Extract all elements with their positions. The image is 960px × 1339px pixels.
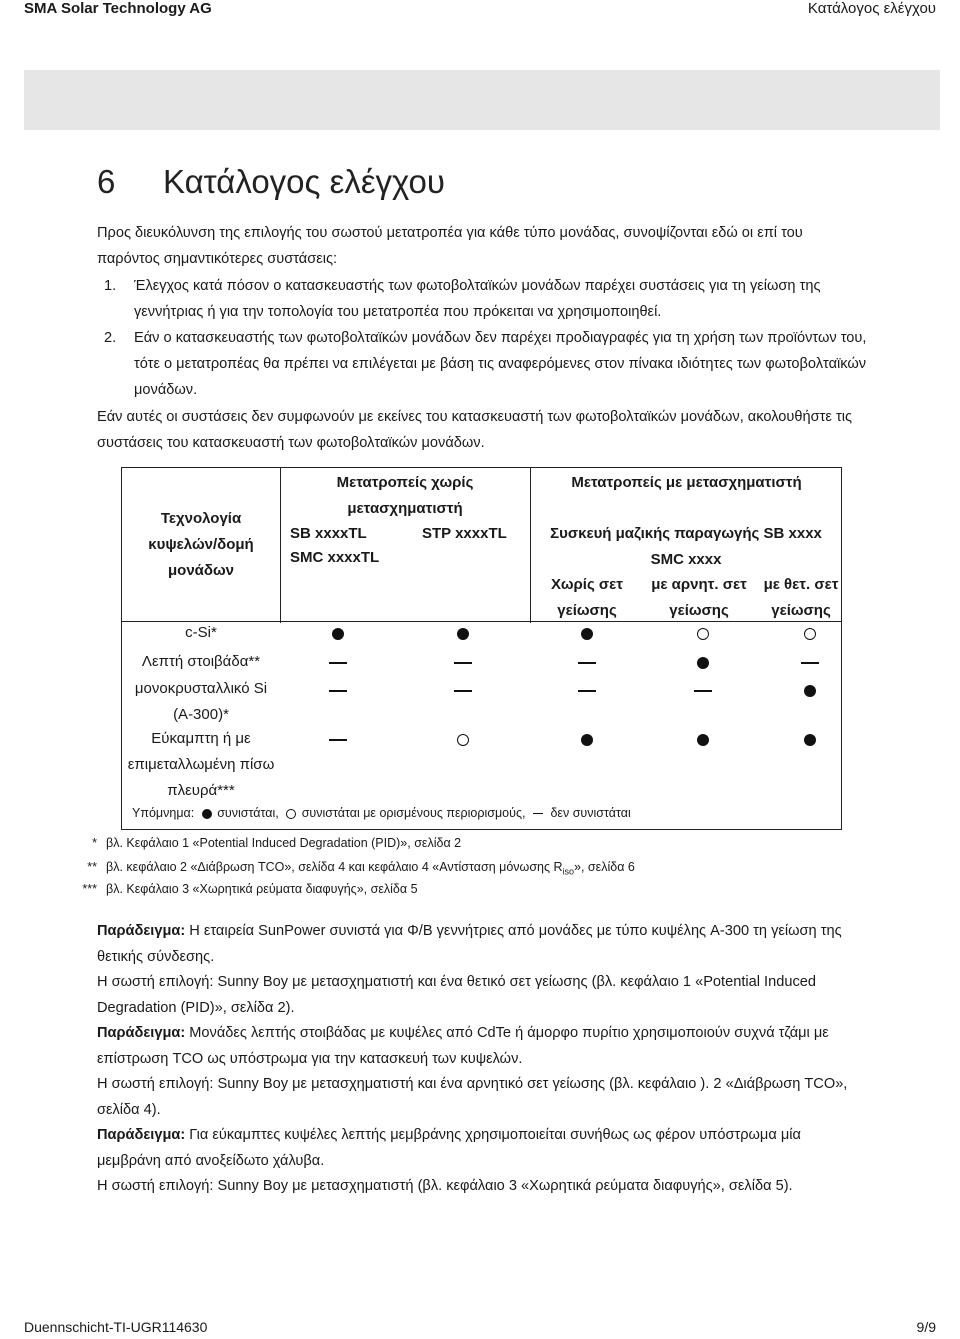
legend-not-recommended: δεν συνιστάται — [550, 806, 631, 820]
limited-symbol — [683, 624, 723, 644]
limited-symbol — [443, 730, 483, 750]
header-pos-ground: με θετ. σετ γείωσης — [763, 576, 839, 619]
solution-paragraph: Η σωστή επιλογή: Sunny Boy με μετασχηματιστή και ένα θετικό σετ γείωσης (βλ. κεφάλαιο 1 «Potential Induced Degradation (PID)», σελίδα 2). — [97, 974, 816, 1016]
legend-circle-icon — [286, 809, 296, 819]
list-number: 2. — [104, 330, 117, 346]
header-mass-device: Συσκευή μαζικής παραγωγής SB xxxx SMC xxxx — [550, 525, 822, 568]
example-paragraph — [97, 1020, 867, 1072]
solution-paragraph: Η σωστή επιλογή: Sunny Boy με μετασχηματιστή (βλ. κεφάλαιο 3 «Χωρητικά ρεύματα διαφυγής», σελίδα 5). — [97, 1178, 793, 1194]
legend-recommended: συνιστάται, — [217, 806, 279, 820]
list-item — [97, 273, 867, 325]
recommended-symbol — [443, 624, 483, 644]
list-number: 1. — [104, 278, 117, 294]
footnote — [56, 834, 461, 852]
row-label: Εύκαμπτη ή με επιμεταλλωμένη πίσω πλευρά*** — [127, 730, 275, 799]
not-recommended-symbol — [318, 730, 358, 750]
not-recommended-symbol — [318, 681, 358, 701]
footnote-text: βλ. Κεφάλαιο 1 «Potential Induced Degradation (PID)», σελίδα 2 — [106, 836, 462, 850]
recommended-symbol — [683, 653, 723, 673]
header-transformer: Μετατροπείς με μετασχηματιστή — [571, 474, 802, 491]
chapter-number: 6 — [97, 163, 116, 200]
header-sb-tl: SB xxxxTL — [290, 525, 367, 542]
row-label: c-Si* — [185, 624, 217, 641]
recommended-symbol — [790, 681, 830, 701]
footnote-mark: *** — [82, 882, 97, 896]
not-recommended-symbol — [567, 681, 607, 701]
intro-paragraph: Προς διευκόλυνση της επιλογής του σωστού μετατροπέα για κάθε τύπο μονάδας, συνοψίζονται εδώ οι επί του παρόντος σημαντικότερες συστάσεις: — [97, 225, 803, 267]
footnote-text: », σελίδα 6 — [574, 860, 635, 874]
row-label: Λεπτή στοιβάδα** — [141, 653, 261, 670]
list-text: Έλεγχος κατά πόσον ο κατασκευαστής των φωτοβολταϊκών μονάδων παρέχει συστάσεις για τη γείωση της γεννήτριας ή για την τοπολογία του μετατροπέα που πρόκειται να χρησιμοποιηθεί. — [134, 278, 821, 320]
header-technology: Τεχνολογία κυψελών/δομή μονάδων — [148, 510, 254, 579]
example-label: Παράδειγμα: — [97, 923, 186, 939]
header-stp-tl: STP xxxxTL — [422, 525, 507, 542]
solution-paragraph: Η σωστή επιλογή: Sunny Boy με μετασχηματιστή και ένα αρνητικό σετ γείωσης (βλ. κεφάλαιο ). 2 «Διάβρωση TCO», σελίδα 4). — [97, 1076, 848, 1118]
page-number: 9/9 — [916, 1319, 936, 1335]
example-text: Η εταιρεία SunPower συνιστά για Φ/Β γεννήτριες από μονάδες με τύπο κυψέλης A-300 τη γείωση της θετικής σύνδεσης. — [97, 923, 842, 965]
limited-symbol — [790, 624, 830, 644]
recommended-symbol — [567, 730, 607, 750]
recommended-symbol — [567, 624, 607, 644]
header-neg-ground: με αρνητ. σετ γείωσης — [651, 576, 747, 619]
list-item — [97, 325, 867, 403]
footnote-mark: * — [92, 836, 97, 850]
not-recommended-symbol — [683, 681, 723, 701]
legend-dash-icon — [533, 813, 543, 815]
not-recommended-symbol — [443, 681, 483, 701]
footnote — [56, 880, 418, 898]
note-paragraph: Εάν αυτές οι συστάσεις δεν συμφωνούν με εκείνες του κατασκευαστή των φωτοβολταϊκών μονάδων, ακολουθήστε τις συστάσεις του κατασκευαστή των φωτοβολταϊκών μονάδων. — [97, 409, 852, 451]
legend-prefix: Υπόμνημα: — [132, 806, 195, 820]
header-no-ground: Χωρίς σετ γείωσης — [551, 576, 623, 619]
legend-dot-icon — [202, 809, 212, 819]
row-label: μονοκρυσταλλικό Si (A-300)* — [134, 680, 268, 723]
example-paragraph — [97, 918, 867, 970]
example-paragraph — [97, 1122, 867, 1174]
recommendation-table — [121, 467, 842, 830]
not-recommended-symbol — [567, 653, 607, 673]
not-recommended-symbol — [443, 653, 483, 673]
footnote-text: βλ. κεφάλαιο 2 «Διάβρωση TCO», σελίδα 4 και κεφάλαιο 4 «Αντίσταση μόνωσης R — [106, 860, 563, 874]
recommended-symbol — [683, 730, 723, 750]
example-text: Για εύκαμπτες κυψέλες λεπτής μεμβράνης χρησιμοποιείται συνήθως ως φέρον υπόστρωμα μία μεμβράνη από ανοξείδωτο χάλυβα. — [97, 1127, 801, 1169]
document-id: Duennschicht-TI-UGR114630 — [24, 1319, 208, 1335]
not-recommended-symbol — [318, 653, 358, 673]
example-label: Παράδειγμα: — [97, 1025, 186, 1041]
recommended-symbol — [318, 624, 358, 644]
not-recommended-symbol — [790, 653, 830, 673]
chapter-heading — [97, 160, 445, 204]
footnote-subscript: iso — [562, 866, 575, 877]
header-band — [24, 70, 940, 130]
recommended-symbol — [790, 730, 830, 750]
chapter-title: Κατάλογος ελέγχου — [163, 163, 445, 200]
section-title: Κατάλογος ελέγχου — [807, 0, 936, 17]
legend-limited: συνιστάται με ορισμένους περιορισμούς, — [301, 806, 526, 820]
example-text: Μονάδες λεπτής στοιβάδας με κυψέλες από CdTe ή άμορφο πυρίτιο χρησιμοποιούν συχνά τζάμι με επίστρωση TCO ως υπόστρωμα για την κατασκευή των κυψελών. — [97, 1025, 829, 1067]
header-no-transformer: Μετατροπείς χωρίς μετασχηματιστή — [336, 474, 474, 517]
footnote — [56, 858, 635, 881]
footnote-mark: ** — [87, 860, 97, 874]
list-text: Εάν ο κατασκευαστής των φωτοβολταϊκών μονάδων δεν παρέχει προδιαγραφές για τη χρήση των προϊόντων του, τότε ο μετατροπέας θα πρέπει να επιλέγεται με βάση τις αναφερόμενες στον πίνακα ιδιότητες των φωτοβολταϊκών μονάδων. — [134, 330, 867, 398]
example-label: Παράδειγμα: — [97, 1127, 186, 1143]
company-name: SMA Solar Technology AG — [24, 0, 212, 17]
header-smc-tl: SMC xxxxTL — [290, 549, 380, 566]
footnote-text: βλ. Κεφάλαιο 3 «Χωρητικά ρεύματα διαφυγής», σελίδα 5 — [106, 882, 418, 896]
table-legend — [132, 804, 631, 822]
